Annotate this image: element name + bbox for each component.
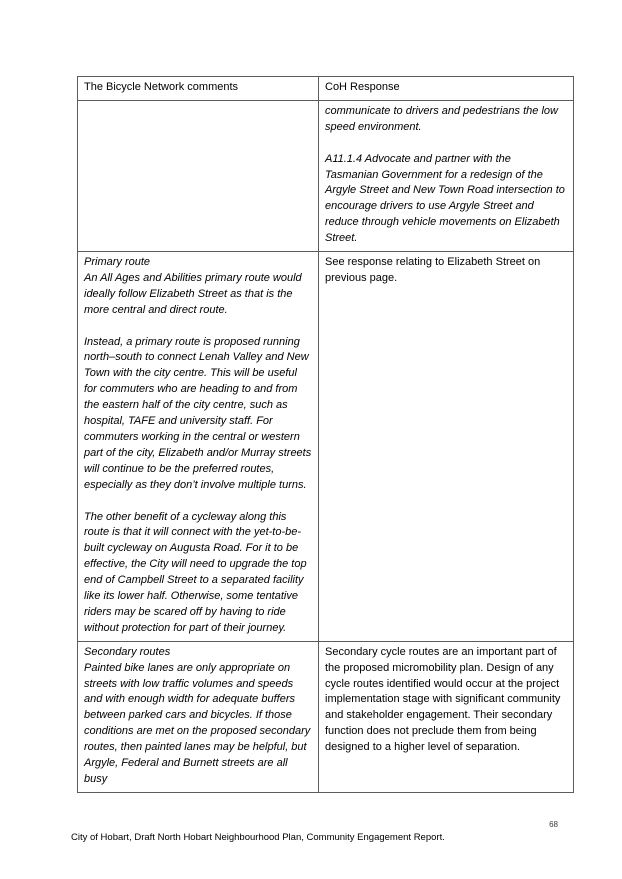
column-header-bicycle-network-comments: The Bicycle Network comments xyxy=(78,77,319,101)
comment-heading-secondary-routes: Secondary routes xyxy=(84,645,171,658)
column-header-coh-response: CoH Response xyxy=(319,77,574,101)
comment-cell-secondary-routes xyxy=(78,641,319,792)
comment-cell-continuation xyxy=(78,100,319,251)
comment-paragraph: Instead, a primary route is proposed running north–south to connect Lenah Valley and New Town with the city centre. This will be useful for commuters who are heading to and from the eastern half of the city centre, such as hospital, TAFE and university staff. For commuters working in the central or western part of the city, Elizabeth and/or Murray streets will continue to be the preferred routes, especially as they don’t involve multiple turns. xyxy=(84,335,312,491)
response-paragraph: communicate to drivers and pedestrians the low speed environment. xyxy=(325,104,558,133)
comment-cell-primary-route xyxy=(78,252,319,642)
comment-paragraph: Painted bike lanes are only appropriate on streets with low traffic volumes and speeds and with enough width for adequate buffers between parked cars and bicycles. If those conditions are met on the proposed secondary routes, then painted lanes may be helpful, but Argyle, Federal and Burnett streets are all busy xyxy=(84,661,311,786)
empty-comment-placeholder xyxy=(84,104,312,105)
response-paragraph: Secondary cycle routes are an important part of the proposed micromobility plan. Design of any cycle routes identified would occur at the project implementation stage with significant community and stakeholder engagement. Their secondary function does not preclude them from being designed to a higher level of separation. xyxy=(325,645,561,754)
comment-paragraph: The other benefit of a cycleway along this route is that it will connect with the yet-to-be-built cycleway on Augusta Road. For it to be effective, the City will need to upgrade the top end of Campbell Street to a separated facility like its lower half. Otherwise, some tentative riders may be scared off by having to ride without protection for part of their journey. xyxy=(84,510,307,634)
response-cell-primary-route xyxy=(319,252,574,642)
response-paragraph: A11.1.4 Advocate and partner with the Tasmanian Government for a redesign of the Argyle Street and New Town Road intersection to encourage drivers to use Argyle Street and reduce through vehicle movements on Elizabeth Street. xyxy=(325,152,565,245)
table-header-row xyxy=(78,77,574,101)
response-cell-continuation xyxy=(319,100,574,251)
table-body xyxy=(78,100,574,792)
table-row xyxy=(78,252,574,642)
table-row xyxy=(78,641,574,792)
page-number: 68 xyxy=(549,820,558,829)
comment-paragraph: An All Ages and Abilities primary route would ideally follow Elizabeth Street as that is the more central and direct route. xyxy=(84,271,302,316)
comments-response-table xyxy=(77,76,574,793)
comment-heading-primary-route: Primary route xyxy=(84,256,151,269)
response-paragraph: See response relating to Elizabeth Street on previous page. xyxy=(325,256,541,284)
table-row xyxy=(78,100,574,251)
response-cell-secondary-routes xyxy=(319,641,574,792)
document-footer: City of Hobart, Draft North Hobart Neighbourhood Plan, Community Engagement Report. xyxy=(71,832,445,843)
table-header xyxy=(78,77,574,101)
